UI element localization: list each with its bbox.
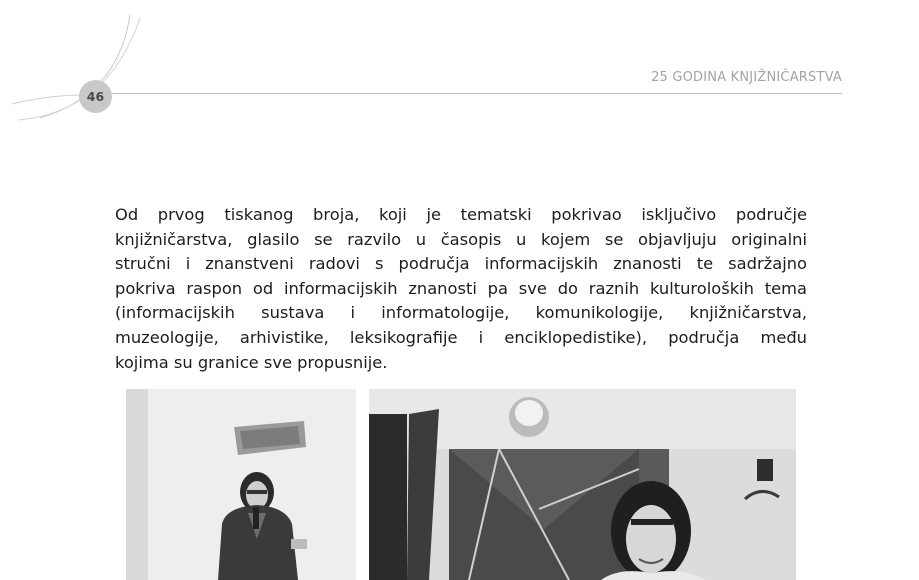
body-line: Od prvog tiskanog broja, koji je tematski pokrivao isključivo područje	[115, 205, 807, 224]
page-number: 46	[86, 89, 105, 104]
body-line: pokriva raspon od informacijskih znanosti pa sve do raznih kulturoloških tema	[115, 278, 807, 298]
running-header-title: 25 GODINA KNJIŽNIČARSTVA	[651, 70, 842, 85]
body-line: knjižničarstva, glasilo se razvilo u časopis u kojem se objavljuju originalni	[115, 229, 807, 249]
photo-speaker-left	[126, 389, 356, 580]
photo-speaker-right	[369, 389, 796, 580]
body-line: kojima su granice sve propusnije.	[115, 352, 388, 372]
body-paragraph	[115, 203, 807, 375]
header-rule	[112, 93, 842, 94]
body-line: stručni i znanstveni radovi s područja informacijskih znanosti te sadržajno	[115, 254, 807, 274]
page-number-badge	[79, 80, 112, 113]
body-line: (informacijskih sustava i informatologije, komunikologije, knjižničarstva,	[115, 303, 807, 323]
body-line: muzeologije, arhivistike, leksikografije i enciklopedistike), područja među	[115, 327, 807, 347]
